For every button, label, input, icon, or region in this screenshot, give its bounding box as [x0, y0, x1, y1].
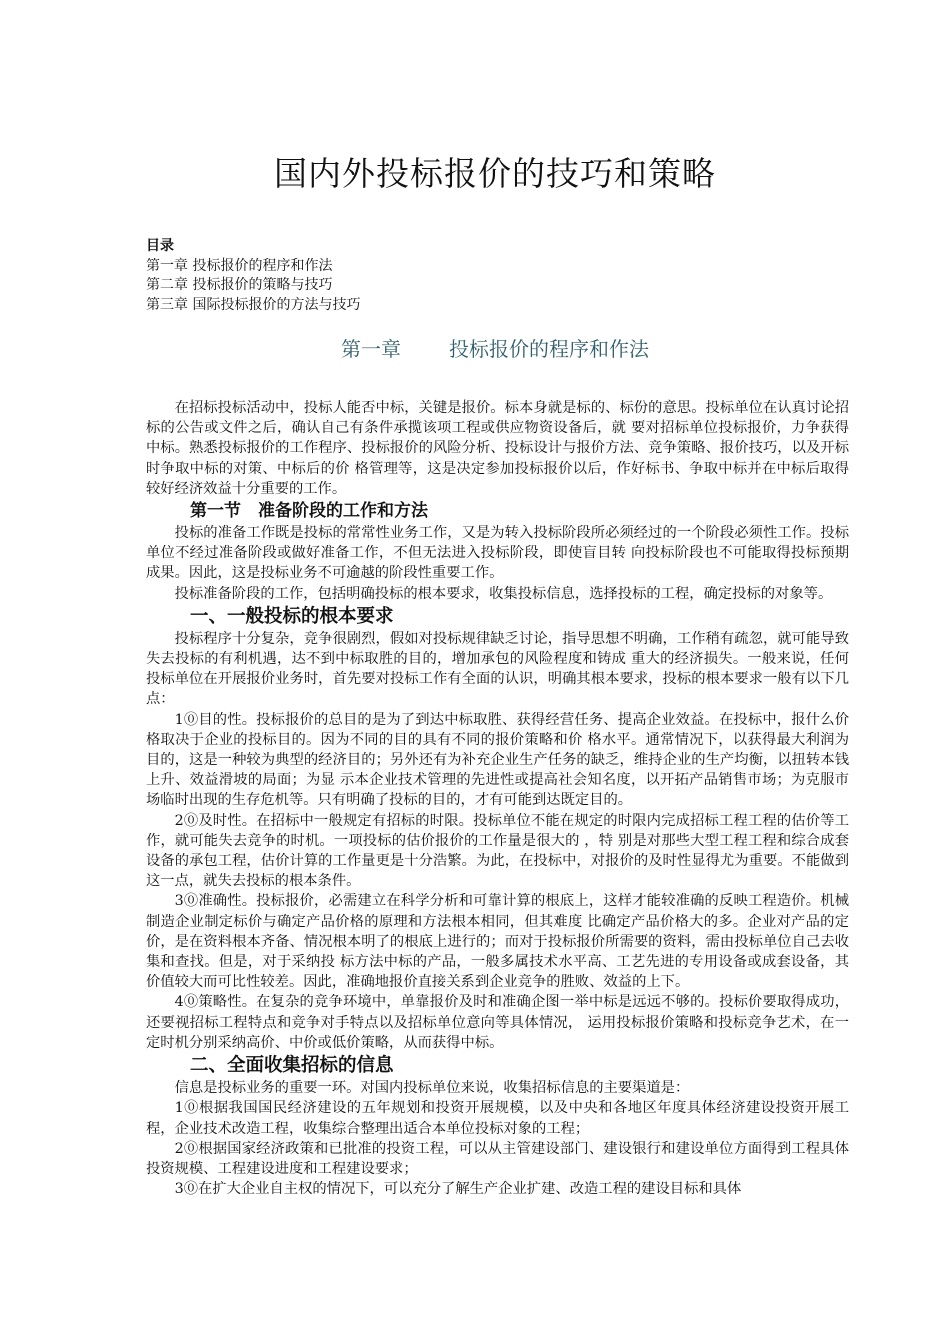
document-body [146, 398, 849, 1199]
chapter-heading [0, 333, 950, 362]
section-heading: 第一节 准备阶段的工作和方法 [190, 501, 428, 522]
toc-item: 第一章 投标报价的程序和作法 [146, 257, 333, 274]
paragraph: 2⓪根据国家经济政策和已批准的投资工程，可以从主管建设部门、建设银行和建设单位方面得到工程具体投资规模、工程建设进度和工程建设要求； [146, 1140, 849, 1177]
chapter-number: 第一章 [341, 337, 401, 361]
paragraph: 信息是投标业务的重要一环。对国内投标单位来说，收集招标信息的主要渠道是： [174, 1080, 690, 1097]
toc-heading: 目录 [146, 238, 174, 254]
paragraph: 在招标投标活动中，投标人能否中标，关键是报价。标本身就是标的、标份的意思。投标单位在认真讨论招标的公告或文件之后，确认自己有条件承揽该项工程或供应物资设备后，就 要对招标单位投标报价，力争获得中标。熟悉投标报价的工作程序、投标报价的风险分析、投标设计与报价方法、竞争策略、报价技巧，以及开标时争取中标的对策、中标后的价 格管理等，这是决定参加投标报价以后，作好标书、争取中标并在中标后取得较好经济效益十分重要的工作。 [146, 400, 849, 497]
paragraph: 3⓪在扩大企业自主权的情况下，可以充分了解生产企业扩建、改造工程的建设目标和具体 [174, 1181, 742, 1198]
paragraph: 2⓪及时性。在招标中一般规定有招标的时限。投标单位不能在规定的时限内完成招标工程工程的估价等工作，就可能失去竞争的时机。一项投标的估价报价的工作量是很大的 ，特 别是对那些大型工程工程和综合成套设备的承包工程，估价计算的工作量更是十分浩繁。为此，在投标中，对报价的及时性显得尤为重要。不能做到这一点，就失去投标的根本条件。 [146, 812, 849, 890]
document-title: 国内外投标报价的技巧和策略 [274, 154, 716, 193]
paragraph: 3⓪准确性。投标报价，必需建立在科学分析和可靠计算的根底上，这样才能较准确的反映工程造价。机械制造企业制定标价与确定产品价格的原理和方法根本相同，但其难度 比确定产品价格大的多。企业对产品的定价，是在资料根本齐备、情况根本明了的根底上进行的；而对于投标报价所需要的资料，需由投标单位自己去收集和查找。但是，对于采纳投 标方法中标的产品，一般多属技术水平高、工艺先进的专用设备或成套设备，其价值较大而可比性较差。因此，准确地报价直接关系到企业竞争的胜败、效益的上下。 [146, 893, 849, 991]
subsection-heading: 一、一般投标的根本要求 [190, 605, 394, 627]
paragraph: 投标准备阶段的工作，包括明确投标的根本要求，收集投标信息，选择投标的工程，确定投标的对象等。 [174, 585, 833, 602]
toc-item: 第二章 投标报价的策略与技巧 [146, 277, 333, 293]
paragraph: 1⓪目的性。投标报价的总目的是为了到达中标取胜、获得经营任务、提高企业效益。在投标中，报什么价格取决于企业的投标目的。因为不同的目的具有不同的报价策略和价 格水平。通常情况下，以获得最大利润为目的，这是一种较为典型的经济目的；另外还有为补充企业生产任务的缺乏，维持企业的生产均衡，以扭转本钱上升、效益滑坡的局面；为显 示本企业技术管理的先进性或提高社会知名度，以开拓产品销售市场；为克服市场临时出现的生存危机等。只有明确了投标的目的，才有可能到达既定目的。 [146, 711, 849, 809]
paragraph: 投标的准备工作既是投标的常常性业务工作，又是为转入投标阶段所必须经过的一个阶段必须性工作。投标单位不经过准备阶段或做好准备工作，不但无法进入投标阶段，即使盲目转 向投标阶段也不可能取得投标预期成果。因此，这是投标业务不可逾越的阶段性重要工作。 [146, 525, 849, 582]
toc-item: 第三章 国际投标报价的方法与技巧 [146, 296, 361, 313]
paragraph: 1⓪根据我国国民经济建设的五年规划和投资开展规模，以及中央和各地区年度具体经济建设投资开展工程，企业技术改造工程，收集综合整理出适合本单位投标对象的工程； [146, 1100, 849, 1137]
paragraph: 4⓪策略性。在复杂的竞争环境中，单靠报价及时和准确企图一举中标是远远不够的。投标价要取得成功，还要视招标工程特点和竞争对手特点以及招标单位意向等具体情况， 运用投标报价策略和投标竞争艺术，在一定时机分别采纳高价、中价或低价策略，从而获得中标。 [146, 994, 849, 1051]
table-of-contents [146, 237, 360, 315]
subsection-heading: 二、全面收集招标的信息 [190, 1055, 394, 1077]
paragraph: 投标程序十分复杂，竞争很剧烈，假如对投标规律缺乏讨论，指导思想不明确，工作稍有疏忽，就可能导致失去投标的有利机遇，达不到中标取胜的目的，增加承包的风险程度和铸成 重大的经济损失。一般来说，任何投标单位在开展报价业务时，首先要对投标工作有全面的认识，明确其根本要求，投标的根本要求一般有以下几点： [146, 630, 849, 708]
chapter-name: 投标报价的程序和作法 [449, 337, 649, 361]
